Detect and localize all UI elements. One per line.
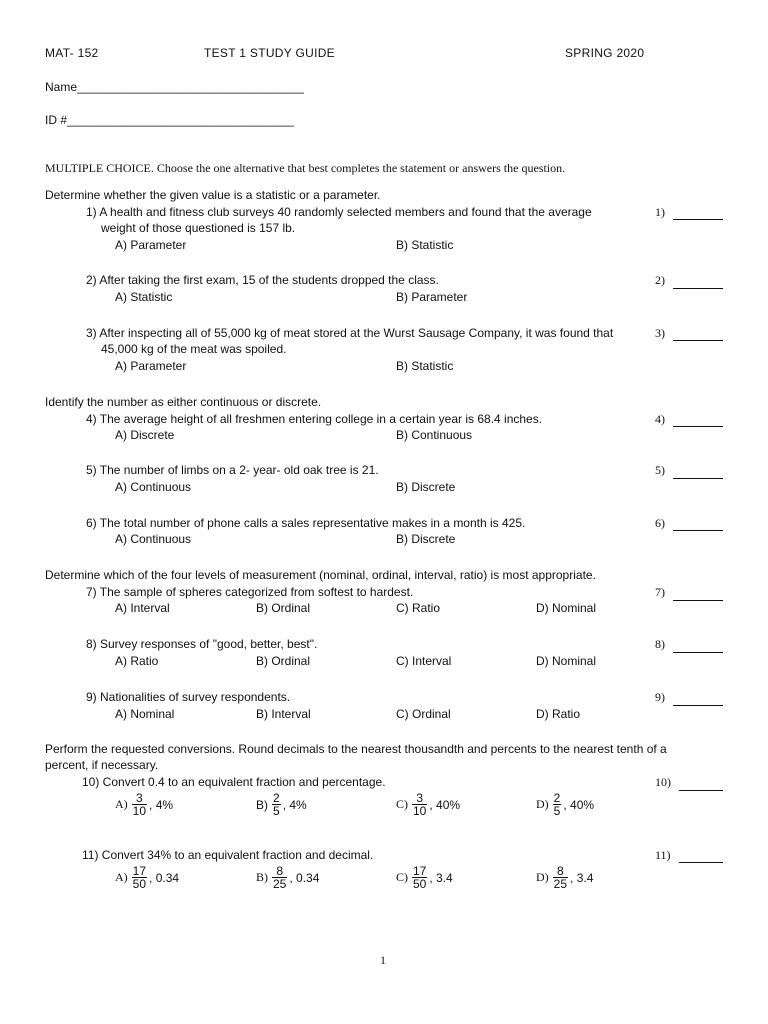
fraction-numerator: 8 [272, 865, 287, 878]
option-value: , 3.4 [429, 870, 453, 885]
answer-number-4: 4) [655, 412, 665, 426]
answer-blank-8[interactable] [673, 652, 723, 653]
question-1-option-b: B) Statistic [396, 238, 454, 252]
question-9-option-b: B) Interval [256, 707, 311, 721]
answer-number-6: 6) [655, 516, 665, 530]
fraction-numerator: 2 [273, 791, 280, 805]
fraction [272, 792, 281, 817]
option-label: B) [256, 870, 268, 884]
course-code: MAT- 152 [45, 46, 99, 60]
question-7-text: 7) The sample of spheres categorized from softest to hardest. [86, 585, 414, 599]
fraction-numerator: 8 [553, 865, 568, 878]
option-value: , 0.34 [149, 870, 180, 885]
fraction-denominator: 25 [273, 877, 287, 891]
fraction [412, 792, 427, 817]
fraction-denominator: 25 [553, 877, 568, 891]
fraction-denominator: 5 [553, 804, 561, 818]
answer-blank-10[interactable] [679, 790, 723, 791]
answer-number-11: 11) [655, 848, 671, 862]
option-value: , 0.34 [289, 870, 320, 885]
fraction-numerator: 3 [132, 792, 147, 805]
answer-number-7: 7) [655, 585, 665, 599]
fraction-denominator: 10 [132, 804, 147, 818]
question-8-option-b: B) Ordinal [256, 654, 311, 668]
question-3-text-cont: 45,000 kg of the meat was spoiled. [101, 342, 287, 356]
answer-blank-4[interactable] [673, 426, 723, 427]
question-11-text: 11) Convert 34% to an equivalent fraction and decimal. [82, 848, 374, 862]
fraction [553, 792, 562, 817]
fraction-numerator: 3 [412, 792, 427, 805]
option-label: B) [256, 797, 268, 812]
answer-number-9: 9) [655, 690, 665, 704]
answer-number-8: 8) [655, 637, 665, 651]
document-title: TEST 1 STUDY GUIDE [204, 46, 335, 60]
question-7-option-a: A) Interval [115, 601, 170, 615]
question-8-text: 8) Survey responses of "good, better, best". [86, 637, 318, 651]
fraction-numerator: 17 [413, 864, 427, 878]
answer-blank-6[interactable] [673, 530, 723, 531]
option-value: , 3.4 [570, 870, 594, 885]
question-10-text: 10) Convert 0.4 to an equivalent fraction and percentage. [82, 775, 386, 789]
option-value: , 40% [429, 797, 461, 812]
option-label: D) [536, 797, 549, 811]
section-heading-conversions-cont: percent, if necessary. [45, 758, 159, 772]
question-8-option-c: C) Interval [396, 654, 452, 668]
id-field: ID #__________________________________ [45, 113, 294, 127]
question-3-option-a: A) Parameter [115, 359, 187, 373]
answer-blank-9[interactable] [673, 705, 723, 706]
question-8-option-d: D) Nominal [536, 654, 597, 668]
option-label: A) [115, 797, 128, 811]
question-9-text: 9) Nationalities of survey respondents. [86, 690, 291, 704]
question-10-option-b [256, 792, 307, 817]
fraction [553, 865, 568, 890]
question-2-option-a: A) Statistic [115, 290, 173, 304]
question-4-option-b: B) Continuous [396, 428, 473, 442]
option-label: C) [396, 797, 408, 811]
option-value: , 4% [282, 797, 307, 812]
page-number: 1 [380, 953, 386, 967]
answer-blank-11[interactable] [679, 862, 723, 863]
question-9-option-d: D) Ratio [536, 707, 581, 721]
answer-blank-3[interactable] [673, 340, 723, 341]
option-value: , 4% [149, 797, 174, 812]
question-5-option-a: A) Continuous [115, 480, 192, 494]
fraction-denominator: 50 [132, 877, 147, 891]
question-11-option-c [396, 865, 453, 890]
question-2-option-b: B) Parameter [396, 290, 468, 304]
fraction-denominator: 10 [413, 804, 427, 818]
name-field: Name__________________________________ [45, 80, 304, 94]
question-1-option-a: A) Parameter [115, 238, 187, 252]
question-5-text: 5) The number of limbs on a 2- year- old oak tree is 21. [86, 463, 379, 477]
fraction [132, 792, 147, 817]
fraction [272, 865, 287, 890]
question-6-option-b: B) Discrete [396, 532, 456, 546]
answer-number-3: 3) [655, 326, 665, 340]
question-11-option-b [256, 865, 319, 890]
instructions: MULTIPLE CHOICE. Choose the one alternative that best completes the statement or answers the question. [45, 161, 566, 175]
question-5-option-b: B) Discrete [396, 480, 456, 494]
question-2-text: 2) After taking the first exam, 15 of the students dropped the class. [86, 273, 439, 287]
section-heading-levels-of-measurement: Determine which of the four levels of measurement (nominal, ordinal, interval, ratio) is most appropriate. [45, 568, 596, 582]
question-1-text: 1) A health and fitness club surveys 40 randomly selected members and found that the average [86, 205, 592, 219]
term-label: SPRING 2020 [565, 46, 645, 60]
answer-blank-7[interactable] [673, 600, 723, 601]
answer-blank-2[interactable] [673, 288, 723, 289]
fraction-numerator: 17 [132, 864, 147, 878]
question-10-option-a [115, 792, 173, 817]
question-10-option-d [536, 792, 594, 817]
fraction [412, 865, 427, 890]
option-value: , 40% [563, 797, 595, 812]
fraction-denominator: 5 [273, 804, 280, 818]
answer-number-2: 2) [655, 273, 665, 287]
question-7-option-b: B) Ordinal [256, 601, 311, 615]
question-4-option-a: A) Discrete [115, 428, 175, 442]
fraction-numerator: 2 [553, 791, 561, 805]
answer-number-1: 1) [655, 205, 665, 219]
question-6-option-a: A) Continuous [115, 532, 192, 546]
section-heading-conversions: Perform the requested conversions. Round decimals to the nearest thousandth and percents to the nearest tenth of a [45, 742, 667, 756]
question-8-option-a: A) Ratio [115, 654, 159, 668]
question-6-text: 6) The total number of phone calls a sales representative makes in a month is 425. [86, 516, 526, 530]
answer-blank-1[interactable] [673, 219, 723, 220]
question-10-option-c [396, 792, 460, 817]
question-11-option-d [536, 865, 593, 890]
question-1-text-cont: weight of those questioned is 157 lb. [101, 221, 296, 235]
option-label: C) [396, 870, 408, 884]
question-3-text: 3) After inspecting all of 55,000 kg of meat stored at the Wurst Sausage Company, it was found that [86, 326, 614, 340]
question-9-option-c: C) Ordinal [396, 707, 451, 721]
option-label: A) [115, 870, 128, 884]
answer-blank-5[interactable] [673, 478, 723, 479]
answer-number-10: 10) [655, 775, 671, 789]
question-3-option-b: B) Statistic [396, 359, 454, 373]
question-11-option-a [115, 865, 179, 890]
answer-number-5: 5) [655, 463, 665, 477]
question-9-option-a: A) Nominal [115, 707, 175, 721]
fraction-denominator: 50 [413, 877, 427, 891]
question-7-option-d: D) Nominal [536, 601, 597, 615]
question-7-option-c: C) Ratio [396, 601, 441, 615]
section-heading-continuous-discrete: Identify the number as either continuous or discrete. [45, 395, 322, 409]
fraction [132, 865, 147, 890]
option-label: D) [536, 870, 549, 884]
section-heading-statistic-parameter: Determine whether the given value is a statistic or a parameter. [45, 188, 381, 202]
question-4-text: 4) The average height of all freshmen entering college in a certain year is 68.4 inches. [86, 412, 543, 426]
